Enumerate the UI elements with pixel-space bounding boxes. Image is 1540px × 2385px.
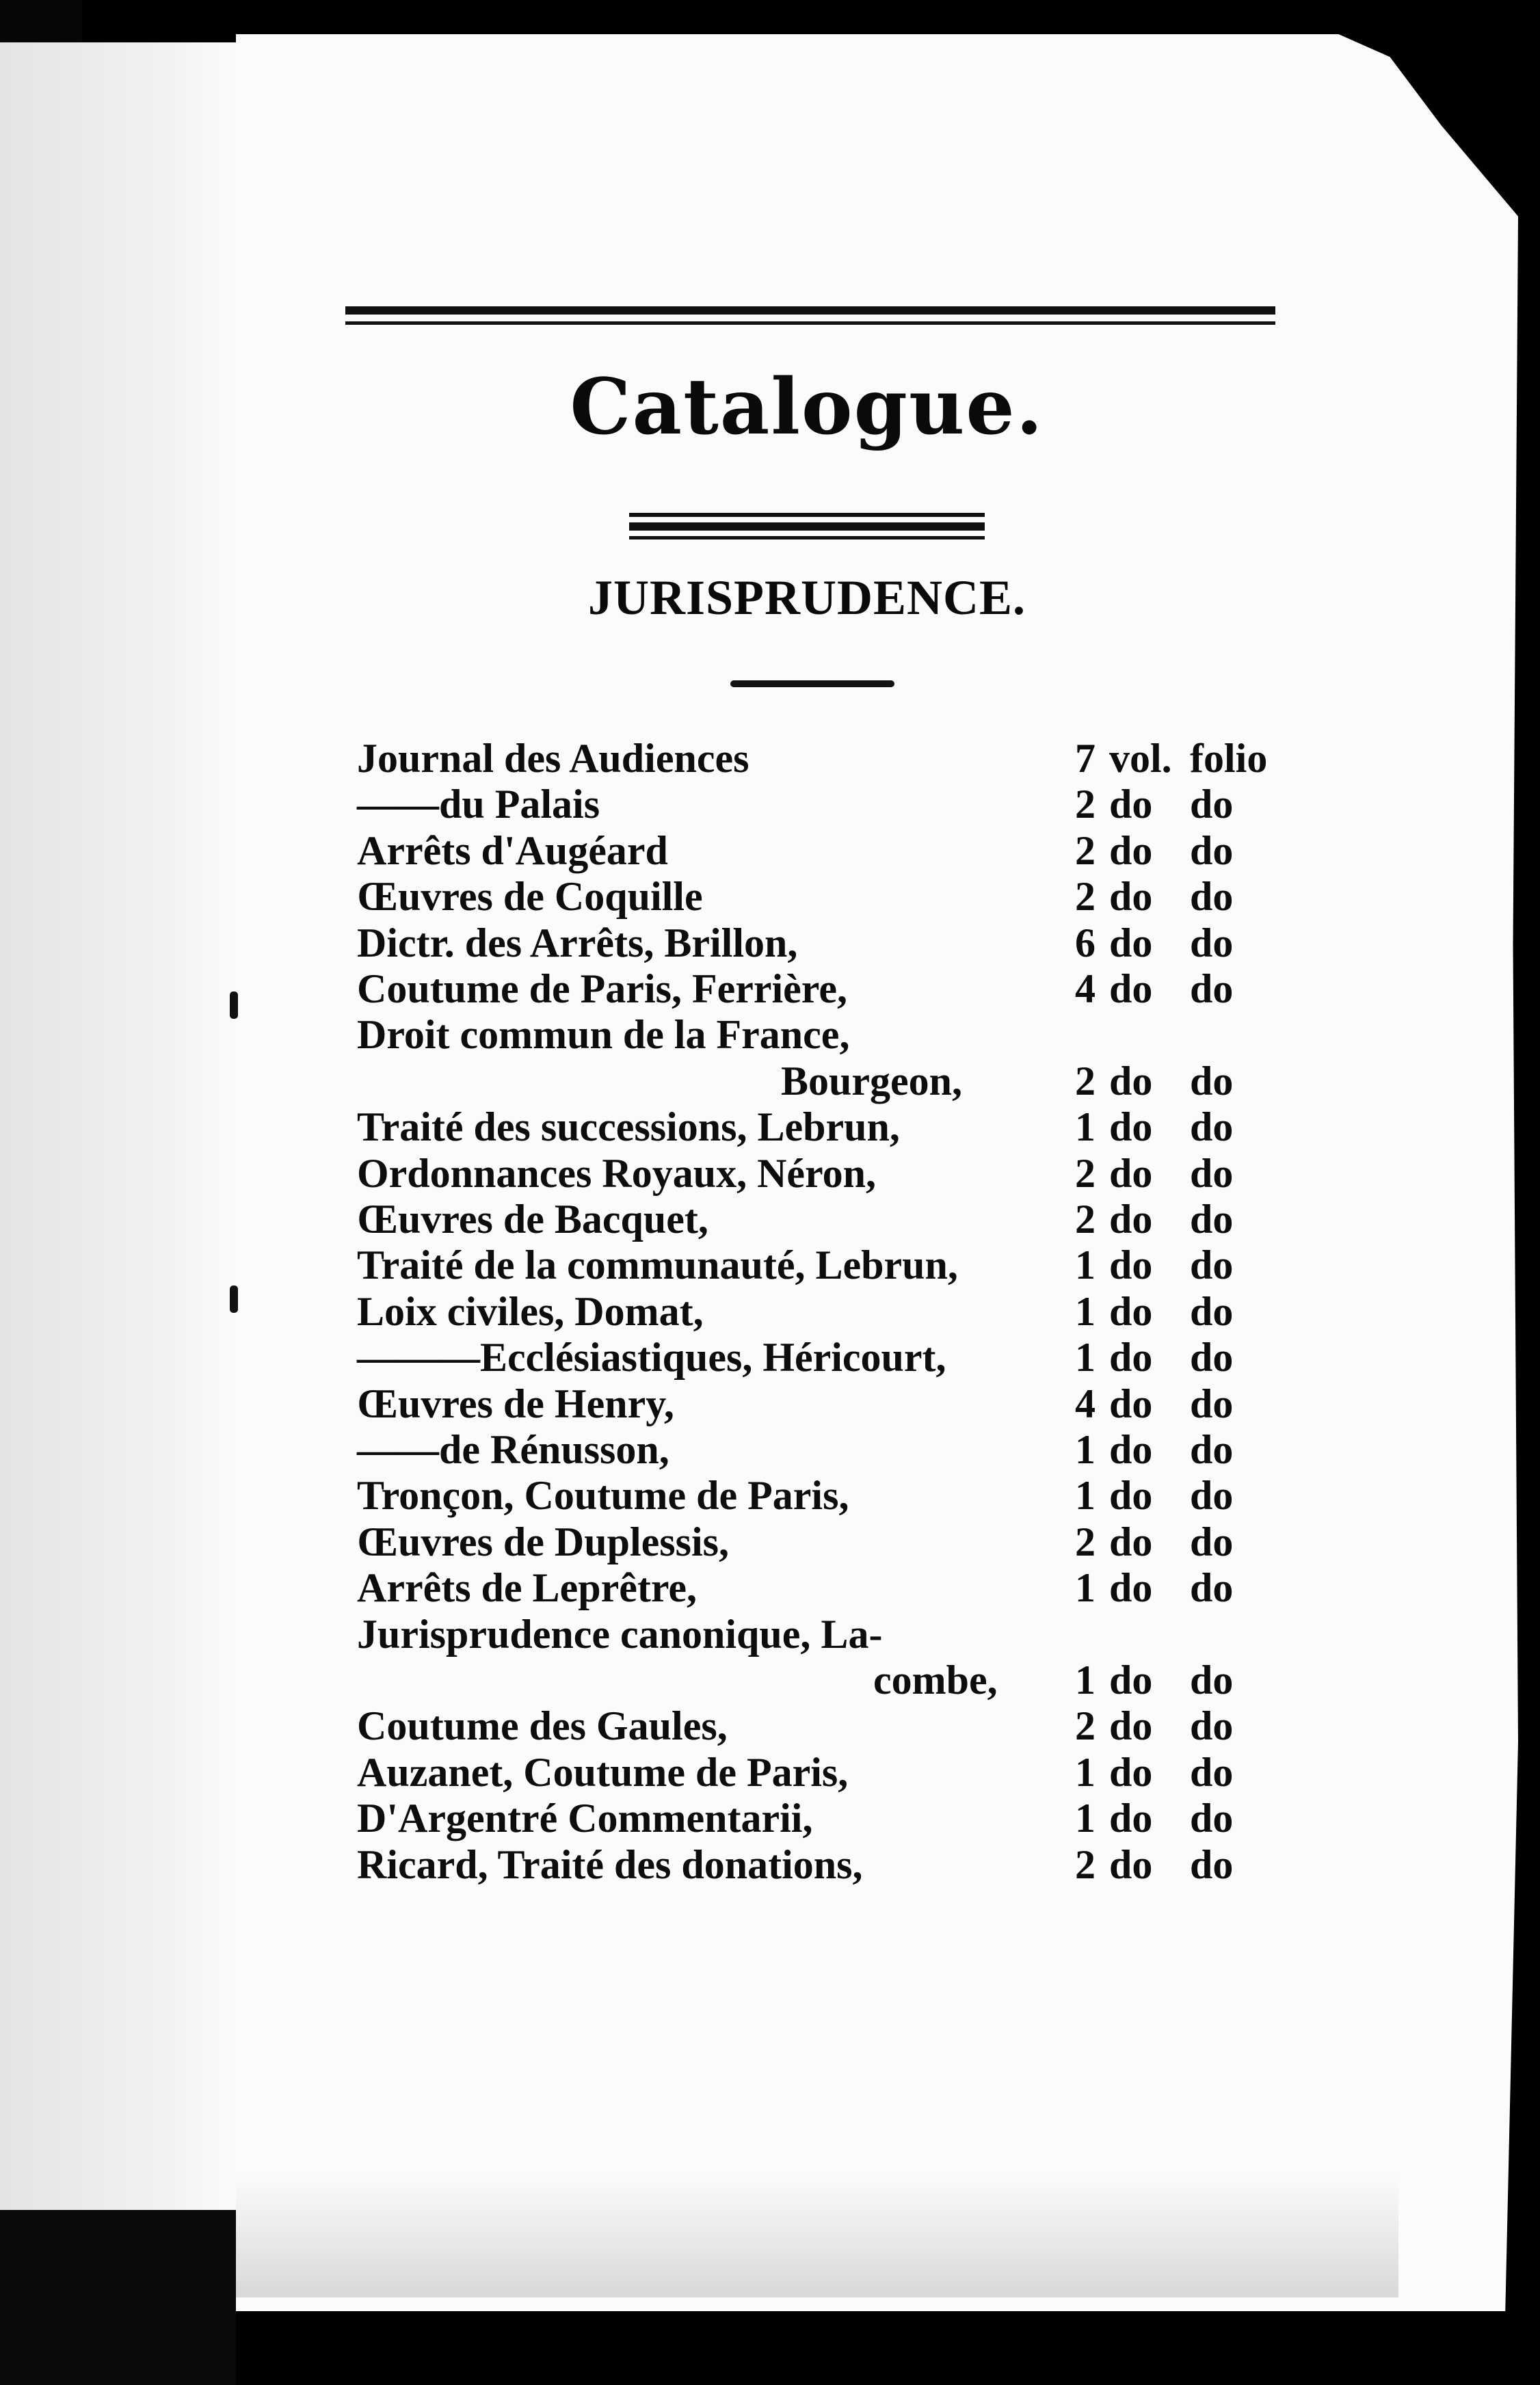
entry-format: do xyxy=(1190,1749,1234,1795)
catalog-entry xyxy=(357,1749,1314,1796)
entry-format: do xyxy=(1190,920,1234,965)
entry-title: Arrêts d'Augéard xyxy=(357,827,668,873)
title-rule-top xyxy=(629,513,985,517)
entry-unit: do xyxy=(1109,1796,1153,1841)
entry-volume-count: 1 xyxy=(1075,1288,1096,1334)
entry-title: Ordonnances Royaux, Néron, xyxy=(357,1150,876,1196)
entry-format: do xyxy=(1190,1427,1234,1472)
entry-title: Œuvres de Henry, xyxy=(357,1381,674,1426)
entry-unit: do xyxy=(1109,1288,1153,1334)
entry-volume-count: 1 xyxy=(1075,1749,1096,1795)
entry-unit: do xyxy=(1109,874,1153,920)
entry-format: do xyxy=(1190,1565,1234,1611)
entry-title: Journal des Audiences xyxy=(357,736,749,781)
entry-title: Ricard, Traité des donations, xyxy=(357,1841,863,1887)
entry-format: do xyxy=(1190,1796,1234,1841)
catalog-entry xyxy=(357,1011,1314,1058)
catalog-entry xyxy=(357,1703,1314,1749)
entry-format: do xyxy=(1190,1657,1234,1703)
entry-unit: vol. xyxy=(1109,736,1172,781)
entry-title: combe, xyxy=(873,1657,998,1703)
catalog-entry xyxy=(357,1795,1314,1841)
entry-unit: do xyxy=(1109,1565,1153,1611)
binding-mark xyxy=(230,991,238,1019)
entry-volume-count: 1 xyxy=(1075,1242,1096,1288)
entry-format: do xyxy=(1190,1381,1234,1426)
entry-format: do xyxy=(1190,1288,1234,1334)
entry-unit: do xyxy=(1109,920,1153,965)
entry-format: do xyxy=(1190,966,1234,1011)
entry-title: ——de Rénusson, xyxy=(357,1427,669,1472)
catalog-entry xyxy=(357,1058,1314,1104)
entry-format: do xyxy=(1190,1104,1234,1150)
entry-volume-count: 2 xyxy=(1075,1841,1096,1887)
entry-unit: do xyxy=(1109,1058,1153,1104)
catalog-entry xyxy=(357,1472,1314,1519)
entry-unit: do xyxy=(1109,782,1153,827)
entry-format: do xyxy=(1190,1058,1234,1104)
catalog-entry xyxy=(357,1334,1314,1381)
entry-volume-count: 2 xyxy=(1075,827,1096,873)
entry-format: do xyxy=(1190,1150,1234,1196)
entry-format: do xyxy=(1190,1473,1234,1519)
entry-volume-count: 1 xyxy=(1075,1104,1096,1150)
entry-title: Coutume des Gaules, xyxy=(357,1703,728,1749)
catalog-entry xyxy=(357,1104,1314,1150)
catalog-entry xyxy=(357,827,1314,874)
entry-unit: do xyxy=(1109,1242,1153,1288)
entry-unit: do xyxy=(1109,1197,1153,1242)
catalog-entry xyxy=(357,1519,1314,1565)
entry-title: Bourgeon, xyxy=(781,1058,963,1104)
entry-volume-count: 1 xyxy=(1075,1427,1096,1472)
entry-format: do xyxy=(1190,1335,1234,1381)
entry-title: Jurisprudence canonique, La- xyxy=(357,1611,883,1657)
entry-unit: do xyxy=(1109,1703,1153,1749)
catalog-entry xyxy=(357,1611,1314,1657)
facing-page-edge xyxy=(0,42,240,2210)
entry-volume-count: 1 xyxy=(1075,1473,1096,1519)
entry-unit: do xyxy=(1109,1427,1153,1472)
entry-volume-count: 7 xyxy=(1075,736,1096,781)
catalog-entry xyxy=(357,1288,1314,1335)
entry-format: do xyxy=(1190,1197,1234,1242)
catalog-entry xyxy=(357,873,1314,920)
entry-volume-count: 2 xyxy=(1075,1150,1096,1196)
entry-title: Traité de la communauté, Lebrun, xyxy=(357,1242,958,1288)
entry-format: do xyxy=(1190,874,1234,920)
entry-title: ——du Palais xyxy=(357,782,600,827)
entry-volume-count: 1 xyxy=(1075,1657,1096,1703)
entry-title: ———Ecclésiastiques, Héricourt, xyxy=(357,1335,946,1381)
entry-volume-count: 1 xyxy=(1075,1335,1096,1381)
entry-volume-count: 1 xyxy=(1075,1565,1096,1611)
entry-unit: do xyxy=(1109,1519,1153,1564)
entry-title: Coutume de Paris, Ferrière, xyxy=(357,966,847,1011)
catalog-entry xyxy=(357,920,1314,966)
catalog-entry xyxy=(357,781,1314,827)
top-rule-thick xyxy=(345,306,1275,315)
entry-title: Loix civiles, Domat, xyxy=(357,1288,704,1334)
entry-unit: do xyxy=(1109,966,1153,1011)
entry-title: Auzanet, Coutume de Paris, xyxy=(357,1749,849,1795)
catalog-entry xyxy=(357,1426,1314,1473)
entry-volume-count: 4 xyxy=(1075,1381,1096,1426)
entry-volume-count: 1 xyxy=(1075,1796,1096,1841)
entry-title: Arrêts de Leprêtre, xyxy=(357,1565,697,1611)
entry-unit: do xyxy=(1109,1749,1153,1795)
entry-unit: do xyxy=(1109,1150,1153,1196)
entry-title: Traité des successions, Lebrun, xyxy=(357,1104,900,1150)
catalog-entry xyxy=(357,1242,1314,1288)
entry-format: do xyxy=(1190,827,1234,873)
entry-volume-count: 4 xyxy=(1075,966,1096,1011)
entry-unit: do xyxy=(1109,1473,1153,1519)
entry-title: Œuvres de Coquille xyxy=(357,874,703,920)
entry-format: folio xyxy=(1190,736,1268,781)
title-rule-middle xyxy=(629,522,985,531)
section-heading: JURISPRUDENCE. xyxy=(587,570,1026,625)
page-shadow xyxy=(236,2174,1398,2297)
entry-volume-count: 6 xyxy=(1075,920,1096,965)
section-rule xyxy=(730,680,894,687)
entry-format: do xyxy=(1190,782,1234,827)
entry-volume-count: 2 xyxy=(1075,1519,1096,1564)
catalog-entry xyxy=(357,735,1314,782)
catalog-entry xyxy=(357,1564,1314,1611)
entry-volume-count: 2 xyxy=(1075,1703,1096,1749)
entry-unit: do xyxy=(1109,1335,1153,1381)
entry-title: Dictr. des Arrêts, Brillon, xyxy=(357,920,798,965)
entry-unit: do xyxy=(1109,1841,1153,1887)
entry-title: Tronçon, Coutume de Paris, xyxy=(357,1473,849,1519)
entry-title: Œuvres de Duplessis, xyxy=(357,1519,729,1564)
entry-volume-count: 2 xyxy=(1075,874,1096,920)
entry-format: do xyxy=(1190,1519,1234,1564)
catalog-entry xyxy=(357,1657,1314,1703)
catalog-entry xyxy=(357,1381,1314,1427)
catalog-entry xyxy=(357,1196,1314,1242)
entry-unit: do xyxy=(1109,1381,1153,1426)
entry-title: Droit commun de la France, xyxy=(357,1012,850,1058)
catalog-entry xyxy=(357,1841,1314,1888)
scan-background-bottom xyxy=(0,2210,236,2385)
entry-title: Œuvres de Bacquet, xyxy=(357,1197,708,1242)
catalog-entry xyxy=(357,965,1314,1012)
entry-format: do xyxy=(1190,1242,1234,1288)
entry-unit: do xyxy=(1109,1657,1153,1703)
entry-title: D'Argentré Commentarii, xyxy=(357,1796,813,1841)
binding-mark xyxy=(230,1285,238,1313)
entry-unit: do xyxy=(1109,827,1153,873)
top-rule-thin xyxy=(345,321,1275,325)
entry-volume-count: 2 xyxy=(1075,1058,1096,1104)
page-title: Catalogue. xyxy=(570,362,1044,452)
entry-format: do xyxy=(1190,1703,1234,1749)
title-rule-bottom xyxy=(629,536,985,539)
entry-volume-count: 2 xyxy=(1075,1197,1096,1242)
entry-format: do xyxy=(1190,1841,1234,1887)
entry-volume-count: 2 xyxy=(1075,782,1096,827)
entry-unit: do xyxy=(1109,1104,1153,1150)
catalog-entry xyxy=(357,1150,1314,1197)
